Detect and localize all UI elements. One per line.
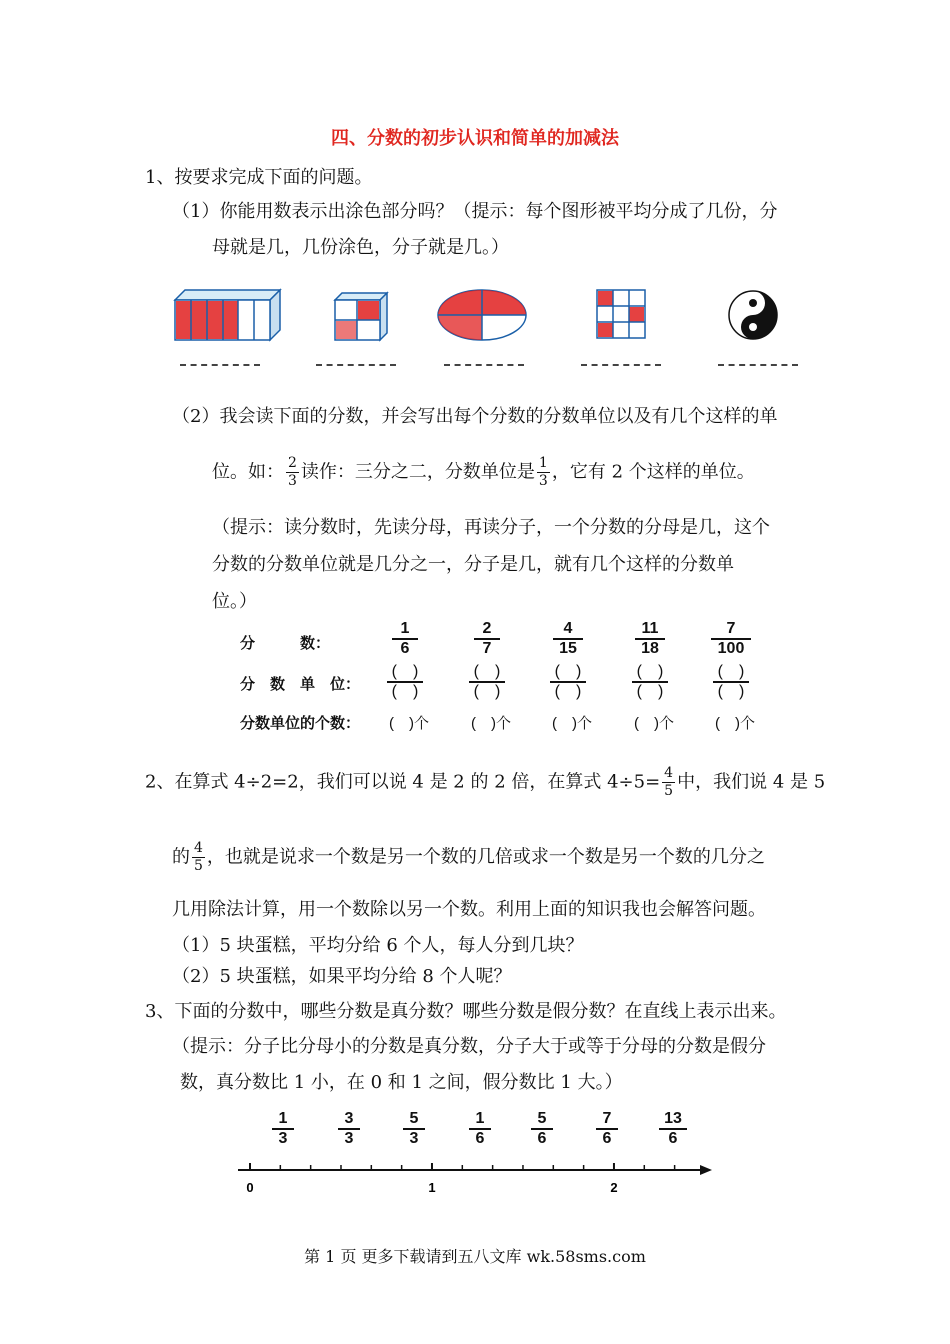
example-fraction: $\frac{2}{3}$ [288,455,297,489]
count-blank[interactable]: ( )个 [471,715,511,732]
q2-line1 [145,765,825,800]
line-fraction: 3 3 [338,1110,360,1148]
shape-box-six [175,290,280,340]
line-fraction: 5 6 [531,1110,553,1148]
q1-part2-line2 [212,455,755,490]
answer-blank-2[interactable] [316,364,396,366]
shape-grid-nine [597,290,645,338]
unit-blank[interactable]: ( ) ( ) [550,663,586,701]
q2-line1-start: 2、在算式 4÷2=2，我们可以说 4 是 2 的 2 倍，在算式 4÷5= [145,771,661,793]
shaded-shapes [170,285,810,347]
count-blank[interactable]: ( )个 [552,715,592,732]
yin-yang-icon [729,291,777,339]
number-line-ticks [250,1163,675,1170]
page-title: 四、分数的初步认识和简单的加减法 [331,128,619,149]
q2-fraction-repeat: $\frac{4}{5}$ [194,840,203,874]
q1-part1-line1: （1）你能用数表示出涂色部分吗？（提示：每个图形被平均分成了几份，分 [172,201,778,222]
table-fraction: 11 18 [635,620,665,658]
hint-line1: （提示：读分数时，先读分母，再读分子，一个分数的分母是几，这个 [212,517,770,538]
axis-label-0: 0 [246,1180,254,1195]
q2-line2-start: 的 [172,846,190,868]
shape-cube-four [335,293,387,340]
count-blank[interactable]: ( )个 [715,715,755,732]
unit-blank[interactable]: ( ) ( ) [632,663,668,701]
q2-line2-end: ，也就是说求一个数是另一个数的几倍或求一个数是另一个数的几分之 [206,846,765,868]
example-unit-fraction: $\frac{1}{3}$ [538,455,548,489]
answer-blank-4[interactable] [581,364,661,366]
number-line [230,1160,720,1200]
table-row-fractions-label: 分 数： [240,635,331,652]
hint-line2: 分数的分数单位就是几分之一，分子是几，就有几个这样的分数单 [212,554,734,575]
answer-blank-1[interactable] [180,364,260,366]
line-fraction: 1 6 [469,1110,491,1148]
page-footer: 第 1 页 更多下载请到五八文库 wk.58sms.com [304,1247,646,1266]
line-fraction: 5 3 [403,1110,425,1148]
q2-line3: 几用除法计算，用一个数除以另一个数。利用上面的知识我也会解答问题。 [172,899,766,920]
hint-line3: 位。） [212,591,257,612]
arrow-right-icon [700,1165,712,1175]
table-fraction: 7 100 [711,620,751,658]
table-fraction: 1 6 [392,620,418,658]
example-suffix: ，它有 2 个这样的单位。 [551,461,755,483]
unit-blank[interactable]: ( ) ( ) [469,663,505,701]
line-fraction: 1 3 [272,1110,294,1148]
q3-hint1: （提示：分子比分母小的分数是真分数，分子大于或等于分母的分数是假分 [172,1036,766,1057]
unit-blank[interactable]: ( ) ( ) [387,663,423,701]
q2-sub2: （2）5 块蛋糕，如果平均分给 8 个人呢？ [172,966,512,987]
line-fraction: 7 6 [596,1110,618,1148]
count-blank[interactable]: ( )个 [389,715,429,732]
table-row-units-label: 分 数 单 位： [240,676,361,693]
q2-line2 [172,840,765,875]
table-row-count-label: 分数单位的个数： [240,715,361,732]
count-blank[interactable]: ( )个 [634,715,674,732]
table-fraction: 4 15 [553,620,583,658]
shape-ellipse-four [438,290,526,340]
q1-part1-line2: 母就是几，几份涂色，分子就是几。） [212,237,509,258]
table-fraction: 2 7 [474,620,500,658]
q2-sub1: （1）5 块蛋糕，平均分给 6 个人，每人分到几块？ [172,935,584,956]
axis-label-1: 1 [428,1180,436,1195]
q1-part2-line1: （2）我会读下面的分数，并会写出每个分数的分数单位以及有几个这样的单 [172,406,778,427]
example-reading: 读作：三分之二，分数单位是 [300,461,535,483]
q2-line1-end: 中，我们说 4 是 5 [677,771,826,793]
axis-label-2: 2 [610,1180,618,1195]
q1-heading: 1、按要求完成下面的问题。 [145,167,373,188]
answer-blank-3[interactable] [444,364,524,366]
q2-fraction: $\frac{4}{5}$ [664,765,674,799]
line-fraction: 13 6 [659,1110,687,1148]
unit-blank[interactable]: ( ) ( ) [713,663,749,701]
answer-blank-5[interactable] [718,364,798,366]
q3-hint2: 数，真分数比 1 小，在 0 和 1 之间，假分数比 1 大。） [180,1072,623,1093]
example-prefix: 位。如： [212,461,284,483]
q3-line1: 3、下面的分数中，哪些分数是真分数？哪些分数是假分数？在直线上表示出来。 [145,1001,787,1022]
